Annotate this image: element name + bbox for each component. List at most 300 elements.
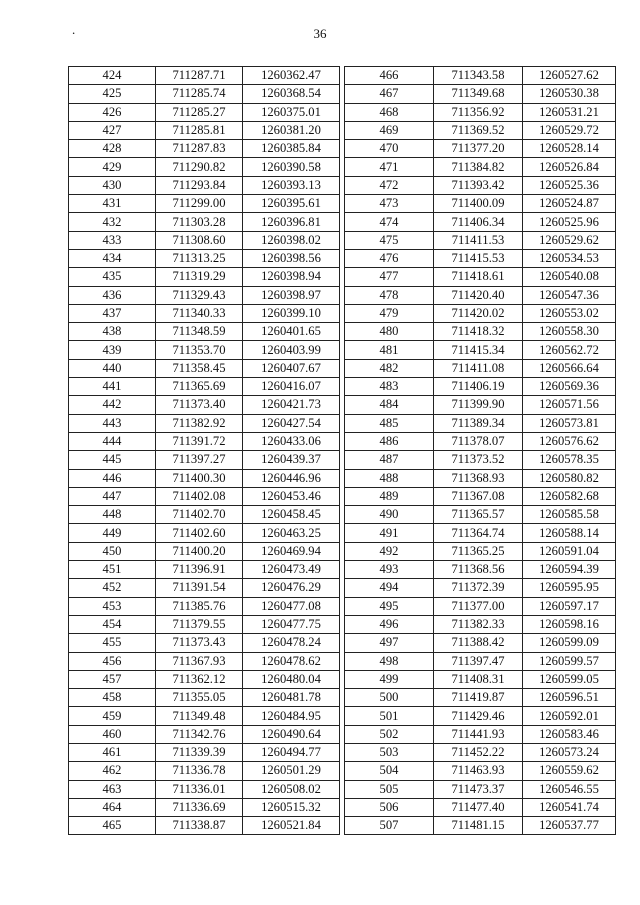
x-coordinate-cell: 711384.82 <box>434 158 523 176</box>
y-coordinate-cell: 1260578.35 <box>523 451 616 469</box>
y-coordinate-cell: 1260546.55 <box>523 780 616 798</box>
table-row <box>69 506 340 524</box>
table-row <box>69 432 340 450</box>
point-number-cell: 442 <box>69 396 156 414</box>
y-coordinate-cell: 1260591.04 <box>523 542 616 560</box>
table-row <box>345 689 616 707</box>
table-row <box>69 359 340 377</box>
x-coordinate-cell: 711340.33 <box>156 304 243 322</box>
point-number-cell: 484 <box>345 396 434 414</box>
point-number-cell: 436 <box>69 286 156 304</box>
x-coordinate-cell: 711329.43 <box>156 286 243 304</box>
y-coordinate-cell: 1260399.10 <box>243 304 340 322</box>
point-number-cell: 492 <box>345 542 434 560</box>
x-coordinate-cell: 711397.27 <box>156 451 243 469</box>
y-coordinate-cell: 1260481.78 <box>243 689 340 707</box>
point-number-cell: 502 <box>345 725 434 743</box>
x-coordinate-cell: 711391.54 <box>156 579 243 597</box>
y-coordinate-cell: 1260433.06 <box>243 432 340 450</box>
table-row <box>345 451 616 469</box>
point-number-cell: 477 <box>345 268 434 286</box>
y-coordinate-cell: 1260592.01 <box>523 707 616 725</box>
y-coordinate-cell: 1260396.81 <box>243 213 340 231</box>
x-coordinate-cell: 711402.70 <box>156 506 243 524</box>
x-coordinate-cell: 711285.74 <box>156 85 243 103</box>
x-coordinate-cell: 711372.39 <box>434 579 523 597</box>
x-coordinate-cell: 711285.27 <box>156 103 243 121</box>
point-number-cell: 479 <box>345 304 434 322</box>
y-coordinate-cell: 1260583.46 <box>523 725 616 743</box>
point-number-cell: 426 <box>69 103 156 121</box>
x-coordinate-cell: 711415.34 <box>434 341 523 359</box>
x-coordinate-cell: 711419.87 <box>434 689 523 707</box>
x-coordinate-cell: 711290.82 <box>156 158 243 176</box>
table-row <box>69 798 340 816</box>
y-coordinate-cell: 1260398.56 <box>243 249 340 267</box>
y-coordinate-cell: 1260562.72 <box>523 341 616 359</box>
table-row <box>345 231 616 249</box>
y-coordinate-cell: 1260381.20 <box>243 121 340 139</box>
y-coordinate-cell: 1260416.07 <box>243 378 340 396</box>
x-coordinate-cell: 711388.42 <box>434 634 523 652</box>
y-coordinate-cell: 1260446.96 <box>243 469 340 487</box>
point-number-cell: 435 <box>69 268 156 286</box>
point-number-cell: 441 <box>69 378 156 396</box>
table-row <box>345 140 616 158</box>
y-coordinate-cell: 1260573.81 <box>523 414 616 432</box>
table-row <box>69 323 340 341</box>
y-coordinate-cell: 1260521.84 <box>243 817 340 835</box>
x-coordinate-cell: 711299.00 <box>156 195 243 213</box>
table-row <box>69 707 340 725</box>
point-number-cell: 488 <box>345 469 434 487</box>
y-coordinate-cell: 1260540.08 <box>523 268 616 286</box>
x-coordinate-cell: 711429.46 <box>434 707 523 725</box>
x-coordinate-cell: 711452.22 <box>434 743 523 761</box>
y-coordinate-cell: 1260596.51 <box>523 689 616 707</box>
x-coordinate-cell: 711365.25 <box>434 542 523 560</box>
point-number-cell: 452 <box>69 579 156 597</box>
x-coordinate-cell: 711362.12 <box>156 670 243 688</box>
y-coordinate-cell: 1260594.39 <box>523 561 616 579</box>
x-coordinate-cell: 711396.91 <box>156 561 243 579</box>
y-coordinate-cell: 1260508.02 <box>243 780 340 798</box>
point-number-cell: 496 <box>345 615 434 633</box>
table-row <box>69 743 340 761</box>
x-coordinate-cell: 711308.60 <box>156 231 243 249</box>
x-coordinate-cell: 711349.68 <box>434 85 523 103</box>
y-coordinate-cell: 1260534.53 <box>523 249 616 267</box>
y-coordinate-cell: 1260553.02 <box>523 304 616 322</box>
y-coordinate-cell: 1260469.94 <box>243 542 340 560</box>
table-row <box>69 615 340 633</box>
table-row <box>345 542 616 560</box>
point-number-cell: 476 <box>345 249 434 267</box>
table-row <box>69 451 340 469</box>
table-row <box>69 378 340 396</box>
x-coordinate-cell: 711411.53 <box>434 231 523 249</box>
point-number-cell: 489 <box>345 487 434 505</box>
point-number-cell: 490 <box>345 506 434 524</box>
y-coordinate-cell: 1260576.62 <box>523 432 616 450</box>
y-coordinate-cell: 1260566.64 <box>523 359 616 377</box>
point-number-cell: 453 <box>69 597 156 615</box>
x-coordinate-cell: 711406.34 <box>434 213 523 231</box>
x-coordinate-cell: 711415.53 <box>434 249 523 267</box>
table-row <box>345 213 616 231</box>
x-coordinate-cell: 711400.20 <box>156 542 243 560</box>
point-number-cell: 465 <box>69 817 156 835</box>
y-coordinate-cell: 1260571.56 <box>523 396 616 414</box>
point-number-cell: 498 <box>345 652 434 670</box>
y-coordinate-cell: 1260385.84 <box>243 140 340 158</box>
x-coordinate-cell: 711481.15 <box>434 817 523 835</box>
x-coordinate-cell: 711367.93 <box>156 652 243 670</box>
table-row <box>345 524 616 542</box>
x-coordinate-cell: 711287.71 <box>156 67 243 85</box>
y-coordinate-cell: 1260529.62 <box>523 231 616 249</box>
y-coordinate-cell: 1260458.45 <box>243 506 340 524</box>
point-number-cell: 471 <box>345 158 434 176</box>
table-row <box>345 176 616 194</box>
point-number-cell: 497 <box>345 634 434 652</box>
x-coordinate-cell: 711377.00 <box>434 597 523 615</box>
y-coordinate-cell: 1260558.30 <box>523 323 616 341</box>
table-row <box>345 286 616 304</box>
x-coordinate-cell: 711355.05 <box>156 689 243 707</box>
table-row <box>345 268 616 286</box>
table-row <box>69 487 340 505</box>
point-number-cell: 451 <box>69 561 156 579</box>
point-number-cell: 455 <box>69 634 156 652</box>
point-number-cell: 473 <box>345 195 434 213</box>
x-coordinate-cell: 711364.74 <box>434 524 523 542</box>
point-number-cell: 506 <box>345 798 434 816</box>
x-coordinate-cell: 711379.55 <box>156 615 243 633</box>
point-number-cell: 430 <box>69 176 156 194</box>
table-row <box>69 304 340 322</box>
y-coordinate-cell: 1260530.38 <box>523 85 616 103</box>
table-row <box>345 341 616 359</box>
table-row <box>345 195 616 213</box>
table-row <box>345 725 616 743</box>
table-row <box>345 158 616 176</box>
y-coordinate-cell: 1260476.29 <box>243 579 340 597</box>
x-coordinate-cell: 711365.57 <box>434 506 523 524</box>
x-coordinate-cell: 711368.93 <box>434 469 523 487</box>
x-coordinate-cell: 711339.39 <box>156 743 243 761</box>
table-row <box>69 652 340 670</box>
point-number-cell: 507 <box>345 817 434 835</box>
point-number-cell: 440 <box>69 359 156 377</box>
y-coordinate-cell: 1260393.13 <box>243 176 340 194</box>
x-coordinate-cell: 711377.20 <box>434 140 523 158</box>
point-number-cell: 505 <box>345 780 434 798</box>
y-coordinate-cell: 1260525.36 <box>523 176 616 194</box>
table-row <box>345 817 616 835</box>
x-coordinate-cell: 711365.69 <box>156 378 243 396</box>
table-row <box>69 249 340 267</box>
y-coordinate-cell: 1260599.57 <box>523 652 616 670</box>
table-row <box>345 597 616 615</box>
table-row <box>69 469 340 487</box>
x-coordinate-cell: 711391.72 <box>156 432 243 450</box>
table-row <box>69 195 340 213</box>
x-coordinate-cell: 711336.69 <box>156 798 243 816</box>
point-number-cell: 443 <box>69 414 156 432</box>
y-coordinate-cell: 1260597.17 <box>523 597 616 615</box>
y-coordinate-cell: 1260480.04 <box>243 670 340 688</box>
table-row <box>345 506 616 524</box>
table-row <box>345 798 616 816</box>
table-row <box>345 561 616 579</box>
point-number-cell: 480 <box>345 323 434 341</box>
x-coordinate-cell: 711319.29 <box>156 268 243 286</box>
x-coordinate-cell: 711420.40 <box>434 286 523 304</box>
table-row <box>69 780 340 798</box>
y-coordinate-cell: 1260529.72 <box>523 121 616 139</box>
table-row <box>345 249 616 267</box>
x-coordinate-cell: 711369.52 <box>434 121 523 139</box>
x-coordinate-cell: 711378.07 <box>434 432 523 450</box>
table-row <box>345 323 616 341</box>
table-row <box>345 378 616 396</box>
table-row <box>345 85 616 103</box>
x-coordinate-cell: 711373.43 <box>156 634 243 652</box>
point-number-cell: 472 <box>345 176 434 194</box>
y-coordinate-cell: 1260580.82 <box>523 469 616 487</box>
point-number-cell: 504 <box>345 762 434 780</box>
table-row <box>345 432 616 450</box>
table-row <box>345 652 616 670</box>
point-number-cell: 491 <box>345 524 434 542</box>
x-coordinate-cell: 711402.60 <box>156 524 243 542</box>
point-number-cell: 462 <box>69 762 156 780</box>
x-coordinate-cell: 711397.47 <box>434 652 523 670</box>
table-row <box>69 561 340 579</box>
point-number-cell: 494 <box>345 579 434 597</box>
table-row <box>69 67 340 85</box>
y-coordinate-cell: 1260527.62 <box>523 67 616 85</box>
table-row <box>69 542 340 560</box>
table-row <box>345 359 616 377</box>
table-row <box>69 268 340 286</box>
point-number-cell: 499 <box>345 670 434 688</box>
point-number-cell: 456 <box>69 652 156 670</box>
x-coordinate-cell: 711420.02 <box>434 304 523 322</box>
y-coordinate-cell: 1260599.09 <box>523 634 616 652</box>
x-coordinate-cell: 711285.81 <box>156 121 243 139</box>
table-row <box>69 121 340 139</box>
table-row <box>345 396 616 414</box>
point-number-cell: 459 <box>69 707 156 725</box>
point-number-cell: 483 <box>345 378 434 396</box>
point-number-cell: 486 <box>345 432 434 450</box>
point-number-cell: 478 <box>345 286 434 304</box>
point-number-cell: 464 <box>69 798 156 816</box>
y-coordinate-cell: 1260573.24 <box>523 743 616 761</box>
y-coordinate-cell: 1260598.16 <box>523 615 616 633</box>
y-coordinate-cell: 1260463.25 <box>243 524 340 542</box>
y-coordinate-cell: 1260421.73 <box>243 396 340 414</box>
table-row <box>345 469 616 487</box>
point-number-cell: 448 <box>69 506 156 524</box>
y-coordinate-cell: 1260515.32 <box>243 798 340 816</box>
table-row <box>69 414 340 432</box>
y-coordinate-cell: 1260478.24 <box>243 634 340 652</box>
y-coordinate-cell: 1260362.47 <box>243 67 340 85</box>
y-coordinate-cell: 1260390.58 <box>243 158 340 176</box>
point-number-cell: 469 <box>345 121 434 139</box>
x-coordinate-cell: 711373.40 <box>156 396 243 414</box>
coordinates-tables <box>68 66 616 835</box>
x-coordinate-cell: 711368.56 <box>434 561 523 579</box>
point-number-cell: 428 <box>69 140 156 158</box>
x-coordinate-cell: 711406.19 <box>434 378 523 396</box>
point-number-cell: 458 <box>69 689 156 707</box>
table-row <box>69 524 340 542</box>
y-coordinate-cell: 1260525.96 <box>523 213 616 231</box>
x-coordinate-cell: 711418.32 <box>434 323 523 341</box>
x-coordinate-cell: 711343.58 <box>434 67 523 85</box>
x-coordinate-cell: 711441.93 <box>434 725 523 743</box>
x-coordinate-cell: 711402.08 <box>156 487 243 505</box>
table-row <box>69 176 340 194</box>
coordinates-table-left <box>68 66 340 835</box>
table-row <box>345 615 616 633</box>
y-coordinate-cell: 1260453.46 <box>243 487 340 505</box>
point-number-cell: 470 <box>345 140 434 158</box>
y-coordinate-cell: 1260401.65 <box>243 323 340 341</box>
table-row <box>69 725 340 743</box>
point-number-cell: 474 <box>345 213 434 231</box>
y-coordinate-cell: 1260477.75 <box>243 615 340 633</box>
y-coordinate-cell: 1260569.36 <box>523 378 616 396</box>
x-coordinate-cell: 711400.09 <box>434 195 523 213</box>
table-row <box>69 213 340 231</box>
table-row <box>69 634 340 652</box>
table-row <box>345 670 616 688</box>
y-coordinate-cell: 1260375.01 <box>243 103 340 121</box>
point-number-cell: 485 <box>345 414 434 432</box>
point-number-cell: 467 <box>345 85 434 103</box>
table-row <box>69 85 340 103</box>
table-row <box>69 103 340 121</box>
x-coordinate-cell: 711418.61 <box>434 268 523 286</box>
y-coordinate-cell: 1260407.67 <box>243 359 340 377</box>
point-number-cell: 493 <box>345 561 434 579</box>
y-coordinate-cell: 1260403.99 <box>243 341 340 359</box>
x-coordinate-cell: 711338.87 <box>156 817 243 835</box>
y-coordinate-cell: 1260477.08 <box>243 597 340 615</box>
point-number-cell: 501 <box>345 707 434 725</box>
y-coordinate-cell: 1260368.54 <box>243 85 340 103</box>
y-coordinate-cell: 1260494.77 <box>243 743 340 761</box>
table-row <box>69 762 340 780</box>
table-row <box>345 414 616 432</box>
x-coordinate-cell: 711399.90 <box>434 396 523 414</box>
x-coordinate-cell: 711287.83 <box>156 140 243 158</box>
x-coordinate-cell: 711336.78 <box>156 762 243 780</box>
point-number-cell: 487 <box>345 451 434 469</box>
table-row <box>345 579 616 597</box>
point-number-cell: 481 <box>345 341 434 359</box>
y-coordinate-cell: 1260531.21 <box>523 103 616 121</box>
y-coordinate-cell: 1260439.37 <box>243 451 340 469</box>
table-row <box>345 121 616 139</box>
y-coordinate-cell: 1260395.61 <box>243 195 340 213</box>
table-row <box>69 396 340 414</box>
coordinates-table-right <box>344 66 616 835</box>
x-coordinate-cell: 711463.93 <box>434 762 523 780</box>
x-coordinate-cell: 711473.37 <box>434 780 523 798</box>
x-coordinate-cell: 711356.92 <box>434 103 523 121</box>
x-coordinate-cell: 711393.42 <box>434 176 523 194</box>
point-number-cell: 444 <box>69 432 156 450</box>
table-row <box>345 103 616 121</box>
y-coordinate-cell: 1260478.62 <box>243 652 340 670</box>
x-coordinate-cell: 711349.48 <box>156 707 243 725</box>
y-coordinate-cell: 1260599.05 <box>523 670 616 688</box>
table-row <box>69 597 340 615</box>
table-row <box>69 140 340 158</box>
table-row <box>69 579 340 597</box>
x-coordinate-cell: 711336.01 <box>156 780 243 798</box>
table-row <box>345 780 616 798</box>
table-row <box>345 304 616 322</box>
y-coordinate-cell: 1260427.54 <box>243 414 340 432</box>
point-number-cell: 460 <box>69 725 156 743</box>
y-coordinate-cell: 1260585.58 <box>523 506 616 524</box>
point-number-cell: 427 <box>69 121 156 139</box>
table-row <box>345 762 616 780</box>
point-number-cell: 433 <box>69 231 156 249</box>
page-dot: . <box>72 22 76 37</box>
y-coordinate-cell: 1260537.77 <box>523 817 616 835</box>
y-coordinate-cell: 1260501.29 <box>243 762 340 780</box>
point-number-cell: 447 <box>69 487 156 505</box>
point-number-cell: 495 <box>345 597 434 615</box>
point-number-cell: 446 <box>69 469 156 487</box>
y-coordinate-cell: 1260524.87 <box>523 195 616 213</box>
table-row <box>69 689 340 707</box>
x-coordinate-cell: 711303.28 <box>156 213 243 231</box>
x-coordinate-cell: 711293.84 <box>156 176 243 194</box>
y-coordinate-cell: 1260528.14 <box>523 140 616 158</box>
point-number-cell: 434 <box>69 249 156 267</box>
point-number-cell: 450 <box>69 542 156 560</box>
point-number-cell: 482 <box>345 359 434 377</box>
page-number: 36 <box>313 26 327 41</box>
table-row <box>345 743 616 761</box>
x-coordinate-cell: 711389.34 <box>434 414 523 432</box>
y-coordinate-cell: 1260582.68 <box>523 487 616 505</box>
x-coordinate-cell: 711353.70 <box>156 341 243 359</box>
y-coordinate-cell: 1260547.36 <box>523 286 616 304</box>
table-row <box>69 817 340 835</box>
table-row <box>69 670 340 688</box>
x-coordinate-cell: 711358.45 <box>156 359 243 377</box>
table-row <box>69 286 340 304</box>
point-number-cell: 439 <box>69 341 156 359</box>
point-number-cell: 432 <box>69 213 156 231</box>
point-number-cell: 466 <box>345 67 434 85</box>
x-coordinate-cell: 711382.92 <box>156 414 243 432</box>
point-number-cell: 457 <box>69 670 156 688</box>
point-number-cell: 429 <box>69 158 156 176</box>
table-row <box>69 341 340 359</box>
x-coordinate-cell: 711477.40 <box>434 798 523 816</box>
